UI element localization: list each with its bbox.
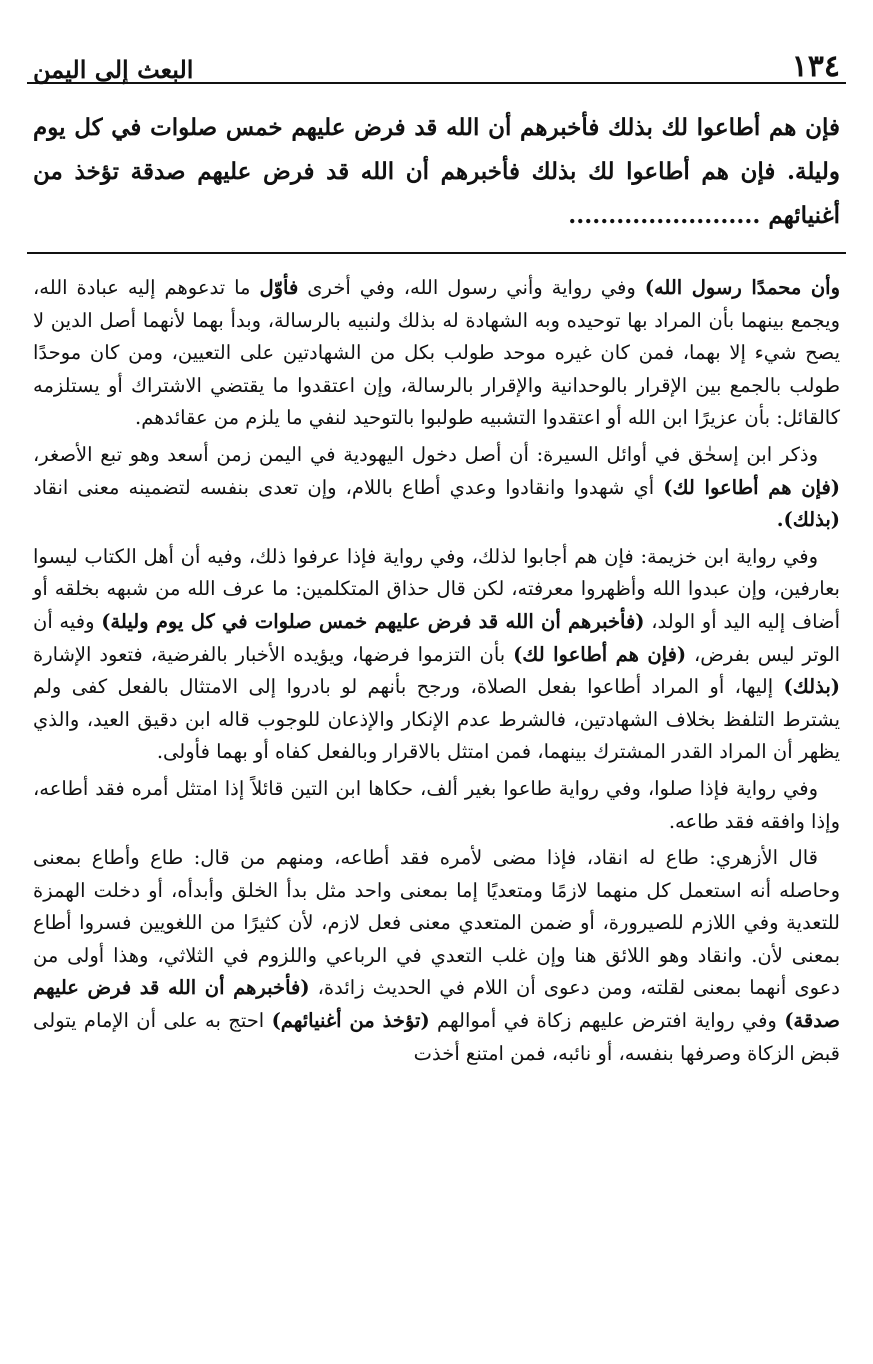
commentary-text: وفيه أن الوتر ليس بفرض، (33, 609, 840, 666)
commentary-paragraph (33, 272, 840, 435)
hadith-quote: وأن محمدًا رسول الله) (644, 276, 840, 299)
hadith-quote: (بذلك) (783, 675, 840, 699)
commentary-text: وفي رواية فإذا صلوا، وفي رواية طاعوا بغير ألف، حكاها ابن التين قائلاً إذا امتثل أمره فقد أطاعه، وإذا وافقه فقد طاعه. (33, 776, 840, 833)
commentary-text: بأن التزموا فرضها، ويؤيده الأخبار بالفرضية، فتعود الإشارة (33, 642, 514, 666)
commentary-text: وفي رواية وأني رسول الله، وفي أخرى (298, 276, 645, 299)
hadith-quote: (بذلك). (776, 508, 840, 532)
hadith-quote: (تؤخذ من أغنيائهم) (271, 1009, 430, 1033)
commentary-text: قال الأزهري: طاع له انقاد، فإذا مضى لأمره فقد أطاعه، ومنهم من قال: طاع وأطاع بمعنى وحاصله أنه استعمل كل منهما لازمًا ومتعديًا إما بمعنى واحد مثل بدأ الخلق وأبدأه، أو دخلت الهمزة للتعدية وفي اللازم للصيرورة، أو ضمن المتعدي معنى فعل لازم، لأن كثيرًا من اللغويين فسروا أطاع بمعنى لأن. وانقاد وهو اللائق هنا وإن غلب التعدي في الرباعي واللزوم في الثلاثي، وهذا أولى من دعوى أنهما بمعنى لقلته، ومن دعوى أن اللام في الحديث زائدة، (33, 846, 840, 1000)
hadith-quote: (فأخبرهم أن الله قد فرض عليهم صدقة) (33, 976, 840, 1033)
commentary-paragraph (33, 842, 840, 1070)
commentary-paragraph (33, 541, 840, 769)
commentary-paragraph (33, 439, 840, 537)
commentary-text: ما تدعوهم إليه عبادة الله، ويجمع بينهما بأن المراد بها توحيده وبه الشهادة له بذلك ولنبيه بالرسالة، وبدأ بهما لأنهما أصل الدين لا يصح شيء إلا بهما، فمن كان غيره موحد طولب بكل من الشهادتين على التعيين، ومن كان موحدًا طولب بالجمع بين الإقرار بالوحدانية والإقرار بالرسالة، وإن اعتقدوا ما يقتضي الاشتراك أو يستلزمه كالقائل: بأن عزيرًا ابن الله أو اعتقدوا التشبيه طولبوا بالتوحيد لنفي ما يلزم من عقائدهم. (33, 276, 840, 430)
hadith-quote: فأوّل (259, 276, 299, 299)
commentary-text: أي شهدوا وانقادوا وعدي أطاع باللام، وإن تعدى بنفسه لتضمينه معنى انقاد (33, 475, 664, 499)
commentary-text: إليها، أو المراد أطاعوا بفعل الصلاة، ورجح بأنهم لو بادروا إلى الامتثال بالفعل كفى ولم يشترط التلفظ بخلاف الشهادتين، فالشرط عدم الإنكار والإذعان للوجوب قاله ابن دقيق العيد، والذي يظهر أن المراد القدر المشترك بينهما، فمن امتثل بالاقرار وبالفعل كفاه أو بهما فأولى. (33, 675, 840, 764)
commentary-paragraph (33, 773, 840, 838)
commentary-text: وفي رواية افترض عليهم زكاة في أموالهم (429, 1009, 785, 1033)
commentary-text: وفي رواية ابن خزيمة: فإن هم أجابوا لذلك، وفي رواية فإذا عرفوا ذلك، وفيه أن أهل الكتاب ليسوا بعارفين، وإن عبدوا الله وأظهروا معرفته، لكن قال حذاق المتكلمين: ما عرف الله من شبهه بخلقه أو أضاف إليه اليد أو الولد، (33, 544, 841, 633)
hadith-quote: (فإن هم أطاعوا لك) (513, 642, 687, 666)
commentary (27, 254, 846, 1070)
hadith-text: فإن هم أطاعوا لك بذلك فأخبرهم أن الله قد فرض عليهم خمس صلوات في كل يوم وليلة. فإن هم أطاعوا لك بذلك فأخبرهم أن الله قد فرض عليهم صدقة تؤخذ من أغنيائهم ........................ (33, 114, 840, 229)
hadith-quote: (فأخبرهم أن الله قد فرض عليهم خمس صلوات في كل يوم وليلة) (101, 609, 645, 633)
commentary-text: وذكر ابن إسحٰق في أوائل السيرة: أن أصل دخول اليهودية في اليمن زمن أسعد وهو تبع الأصغر، (33, 442, 818, 466)
commentary-text: احتج به على أن الإمام يتولى قبض الزكاة وصرفها بنفسه، أو نائبه، فمن امتنع أخذت (33, 1009, 840, 1065)
running-title: البعث إلى اليمن (33, 55, 194, 84)
hadith-quote: (فإن هم أطاعوا لك) (663, 475, 841, 499)
page-header (27, 32, 846, 82)
page-number: ١٣٤ (791, 49, 840, 84)
